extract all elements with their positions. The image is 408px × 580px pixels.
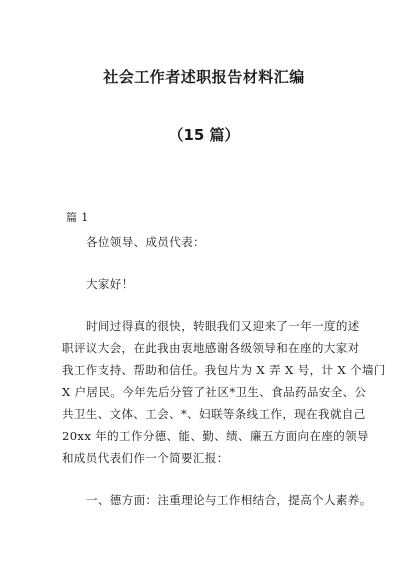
greeting: 大家好！: [86, 277, 134, 291]
salutation: 各位领导、成员代表：: [86, 235, 205, 249]
document-subtitle: （15 篇）: [168, 126, 240, 144]
paragraph-line: 时间过得真的很快，转眼我们又迎来了一年一度的述: [86, 319, 360, 333]
point-heading: 一、德方面：注重理论与工作相结合，提高个人素养。: [86, 493, 372, 507]
document-title: 社会工作者述职报告材料汇编: [103, 68, 305, 86]
paragraph-line: 我工作支持、帮助和信任。我包片为 X 弄 X 号，计 X 个墙门: [62, 363, 386, 377]
paragraph-line: X 户居民。今年先后分管了社区*卫生、食品药品安全、公: [62, 385, 367, 399]
paragraph-line: 和成员代表们作一个简要汇报：: [62, 451, 229, 465]
paragraph-line: 20xx 年的工作分德、能、勤、绩、廉五方面向在座的领导: [62, 429, 369, 443]
paragraph-line: 共卫生、文体、工会、*、妇联等条线工作，现在我就自己: [62, 407, 366, 421]
section-label: 篇 1: [66, 211, 89, 224]
paragraph-line: 职评议大会，在此我由衷地感谢各级领导和在座的大家对: [62, 341, 360, 355]
